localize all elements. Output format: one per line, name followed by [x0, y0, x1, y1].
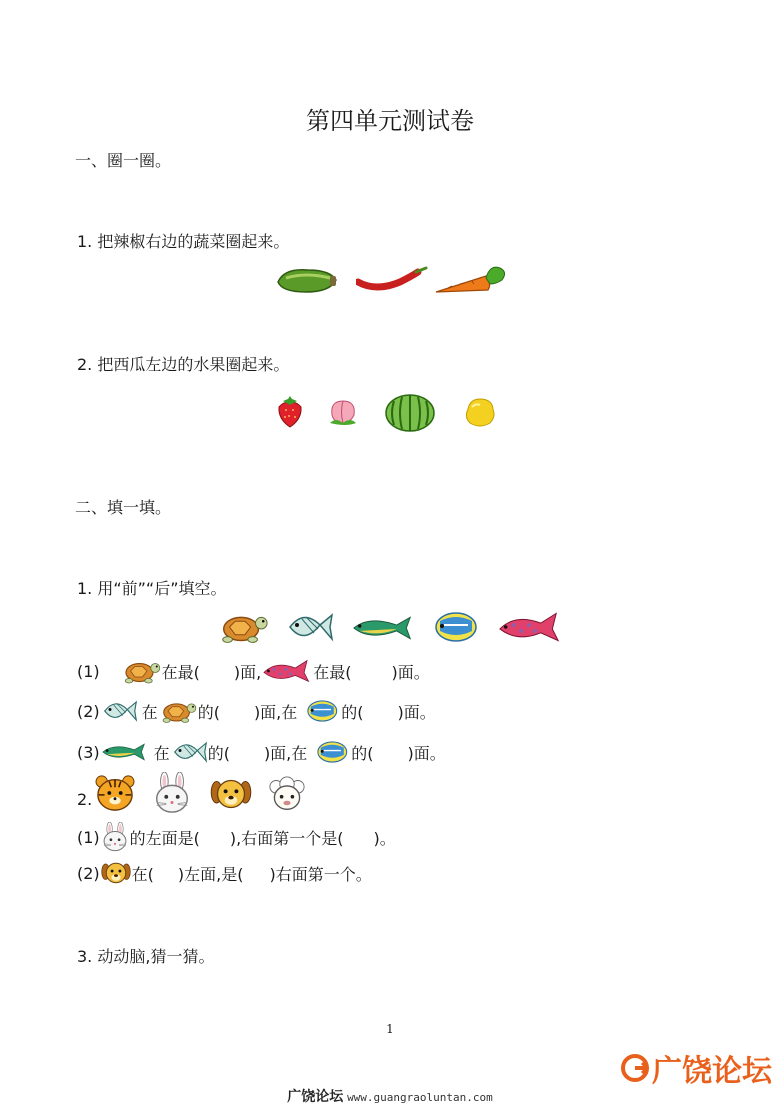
vegetable-row [274, 262, 514, 298]
line-2-text-e: )面。 [397, 702, 436, 722]
rabbit-icon [151, 772, 193, 814]
mackerel-icon [350, 613, 418, 643]
line-3-text-c: )面,在 [263, 743, 308, 763]
question-2-1: 1. 用“前”“后”填空。 [77, 579, 227, 598]
line-2-text-b: 的( [197, 702, 220, 722]
line-4-text-a: 的左面是( [129, 828, 200, 848]
line-1-text-b: )面, [233, 662, 262, 682]
question-2-2: 2. [77, 790, 93, 809]
line-3-text-d: 的( [351, 743, 374, 763]
sea-animal-row [216, 607, 566, 647]
chili-pepper-icon [356, 266, 428, 294]
angelfish-icon [284, 607, 334, 647]
line-3-text-a: 在 [153, 743, 170, 763]
sheep-icon [267, 776, 307, 812]
line-5-text-a: 在( [131, 864, 154, 884]
dog-icon [100, 860, 132, 886]
line-2-text-c: )面,在 [253, 702, 298, 722]
question-2-3: 3. 动动脑,猜一猜。 [77, 947, 215, 966]
line-4-text-c: )。 [373, 828, 396, 848]
line-1-text-d: )面。 [391, 662, 430, 682]
line-1-text-a: 在最( [161, 662, 200, 682]
fill-line-5 [77, 860, 372, 886]
footer-url[interactable]: www.guangraoluntan.com [347, 1091, 493, 1104]
mackerel-icon [100, 740, 150, 764]
footer-site-name: 广饶论坛 [287, 1089, 344, 1105]
peach-icon [326, 395, 360, 429]
brand-logo-text: 广饶论坛 [652, 1054, 772, 1089]
turtle-icon [216, 609, 270, 645]
turtle-icon [158, 698, 198, 724]
line-3-text-e: )面。 [407, 743, 446, 763]
line-3-number: (3) [77, 742, 100, 762]
line-2-number: (2) [77, 701, 100, 721]
question-1-1: 1. 把辣椒右边的蔬菜圈起来。 [77, 232, 290, 251]
fill-line-3 [77, 737, 446, 767]
page-number: 1 [386, 1022, 394, 1036]
line-2-text-d: 的( [341, 702, 364, 722]
line-1-text-c: 在最( [313, 662, 352, 682]
land-animal-row [93, 772, 323, 814]
turtle-icon [120, 657, 162, 685]
page-title: 第四单元测试卷 [306, 107, 474, 135]
section-2-heading: 二、填一填。 [75, 498, 172, 517]
tropical-fish-icon [315, 738, 351, 766]
brand-logo [620, 1046, 772, 1090]
fill-line-2 [77, 696, 436, 726]
line-5-text-b: )左面,是( [177, 864, 244, 884]
dog-icon [209, 776, 253, 812]
tropical-fish-icon [432, 609, 482, 645]
fill-line-1 [77, 656, 430, 686]
line-4-number: (1) [77, 827, 100, 847]
carrot-icon [434, 262, 510, 298]
lemon-icon [462, 395, 498, 429]
brand-logo-icon [620, 1053, 650, 1083]
cucumber-icon [274, 264, 338, 296]
line-2-text-a: 在 [141, 702, 158, 722]
angelfish-icon [170, 737, 208, 767]
question-1-2: 2. 把西瓜左边的水果圈起来。 [77, 355, 290, 374]
line-4-text-b: ),右面第一个是( [229, 828, 344, 848]
red-fish-icon [496, 607, 564, 647]
line-5-number: (2) [77, 863, 100, 883]
red-fish-icon [261, 656, 313, 686]
tropical-fish-icon [305, 697, 341, 725]
line-1-number: (1) [77, 661, 100, 681]
section-1-heading: 一、圈一圈。 [75, 151, 172, 170]
line-3-text-b: 的( [207, 743, 230, 763]
rabbit-icon [100, 822, 130, 852]
fruit-row [274, 393, 504, 433]
watermelon-icon [384, 393, 436, 433]
angelfish-icon [100, 696, 138, 726]
fill-line-4 [77, 822, 396, 852]
strawberry-icon [276, 395, 304, 429]
line-5-text-c: )右面第一个。 [269, 864, 372, 884]
tiger-icon [93, 774, 137, 812]
